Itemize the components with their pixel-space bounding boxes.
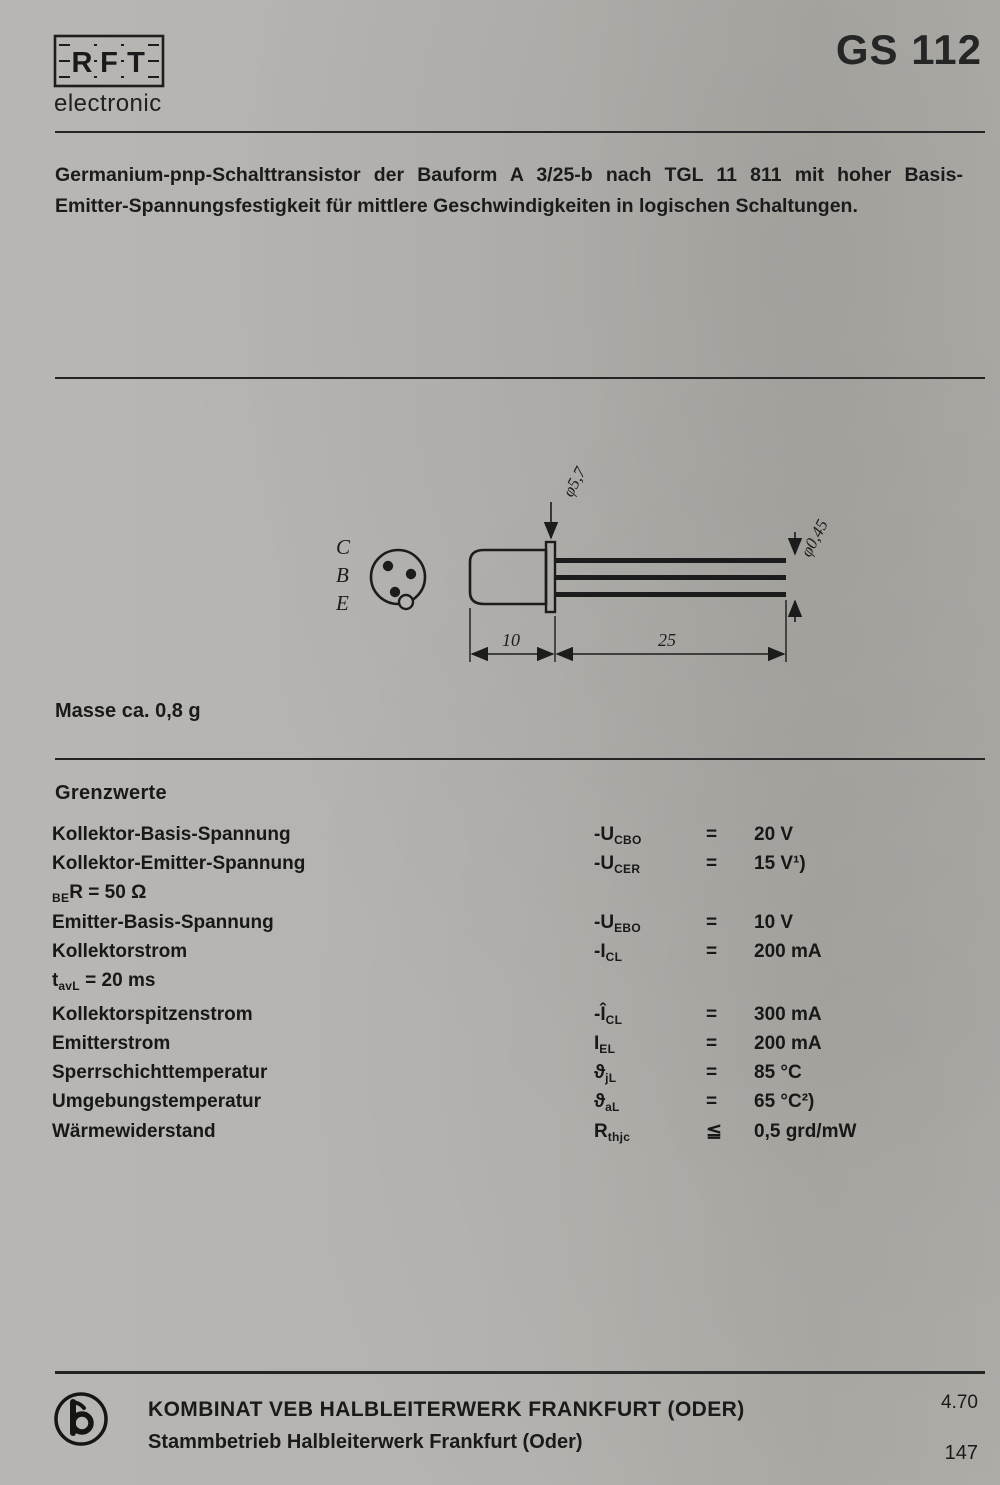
dim-body-label: 10 bbox=[502, 630, 520, 650]
symbol-main: -U bbox=[594, 824, 615, 845]
symbol-subscript: jL bbox=[605, 1071, 617, 1085]
note-text: = 20 ms bbox=[79, 970, 156, 991]
footer-page-number: 147 bbox=[944, 1442, 978, 1464]
symbol-main: -U bbox=[594, 912, 615, 933]
dim-flange-label: φ5,7 bbox=[558, 463, 590, 500]
limit-row-ucer bbox=[52, 853, 944, 882]
pin-dot-b bbox=[406, 569, 416, 579]
limit-label: Kollektor-Basis-Spannung bbox=[52, 824, 291, 845]
limit-row-icl-peak bbox=[52, 1004, 944, 1033]
limit-note-tavl bbox=[52, 970, 944, 994]
note-main: t bbox=[52, 970, 59, 991]
relation-sign: = bbox=[706, 912, 718, 933]
symbol-subscript: EL bbox=[599, 1042, 616, 1056]
symbol-main: R bbox=[594, 1121, 608, 1142]
limit-value: 300 mA bbox=[754, 1004, 822, 1025]
symbol-subscript: CL bbox=[605, 950, 623, 964]
limit-note-ber bbox=[52, 882, 944, 906]
limit-symbol bbox=[594, 1062, 706, 1084]
pin-label-e: E bbox=[336, 591, 349, 615]
lead-middle bbox=[555, 575, 786, 580]
description-line1: Germanium-pnp-Schalttransistor der Bauform A 3/25-b nach TGL 11 811 mit hoher Basis- bbox=[55, 164, 963, 186]
limit-row-icl bbox=[52, 941, 944, 970]
rft-letter-t: T bbox=[127, 47, 145, 79]
limit-label: Kollektorstrom bbox=[52, 941, 188, 962]
limit-row-uebo bbox=[52, 912, 944, 941]
symbol-subscript: aL bbox=[605, 1100, 620, 1114]
lead-top bbox=[555, 558, 786, 563]
limit-row-rth bbox=[52, 1120, 944, 1149]
symbol-main: -Î bbox=[594, 1004, 606, 1025]
package-drawing bbox=[298, 462, 858, 692]
limit-row-ta bbox=[52, 1091, 944, 1120]
limit-label: Wärmewiderstand bbox=[52, 1121, 216, 1142]
hfo-logo bbox=[52, 1390, 110, 1448]
limit-value: 65 °C²) bbox=[754, 1091, 815, 1112]
limit-label: Kollektor-Emitter-Spannung bbox=[52, 853, 306, 874]
limit-value: 15 V¹) bbox=[754, 853, 806, 874]
rft-letter-r: R bbox=[71, 47, 93, 79]
symbol-subscript: CER bbox=[614, 862, 641, 876]
limit-value: 200 mA bbox=[754, 941, 822, 962]
limit-row-ucbo bbox=[52, 824, 944, 853]
rule-above-limits bbox=[55, 758, 985, 760]
limit-value: 10 V bbox=[754, 912, 794, 933]
transistor-flange bbox=[546, 542, 555, 612]
limit-symbol bbox=[594, 1091, 706, 1113]
limit-value: 20 V bbox=[754, 824, 794, 845]
pin-label-b: B bbox=[336, 563, 349, 587]
symbol-main: -U bbox=[594, 853, 615, 874]
limit-row-iel bbox=[52, 1033, 944, 1062]
note-subscript: avL bbox=[58, 979, 80, 993]
part-number: GS 112 bbox=[835, 26, 982, 73]
rft-letter-f: F bbox=[100, 47, 118, 79]
limit-value: 200 mA bbox=[754, 1033, 822, 1054]
symbol-main: ϑ bbox=[594, 1062, 606, 1083]
relation-sign: = bbox=[706, 1091, 718, 1112]
limit-label: Emitter-Basis-Spannung bbox=[52, 912, 274, 933]
dim-lead-label: φ0,45 bbox=[796, 516, 832, 560]
footer-date: 4.70 bbox=[941, 1392, 978, 1413]
relation-sign: = bbox=[706, 1033, 718, 1054]
limits-table bbox=[52, 824, 944, 1149]
limits-title: Grenzwerte bbox=[55, 782, 167, 804]
rule-header bbox=[55, 131, 985, 133]
description bbox=[55, 160, 963, 222]
rft-logo bbox=[53, 34, 165, 88]
lead-bottom bbox=[555, 592, 786, 597]
relation-sign: = bbox=[706, 1004, 718, 1025]
limit-symbol bbox=[594, 1004, 706, 1026]
relation-sign: = bbox=[706, 1062, 718, 1083]
limit-symbol bbox=[594, 912, 706, 934]
limit-label: Sperrschichttemperatur bbox=[52, 1062, 268, 1083]
rule-above-drawing bbox=[55, 377, 985, 379]
pin-dot-c bbox=[383, 561, 393, 571]
limit-label: Kollektorspitzenstrom bbox=[52, 1004, 253, 1025]
symbol-main: ϑ bbox=[594, 1091, 606, 1112]
note-subscript: BE bbox=[52, 891, 70, 905]
symbol-main: I bbox=[594, 1033, 600, 1054]
symbol-subscript: CL bbox=[605, 1013, 623, 1027]
limit-value: 85 °C bbox=[754, 1062, 802, 1083]
description-line2: Emitter-Spannungsfestigkeit für mittlere Geschwindigkeiten in logischen Schaltungen. bbox=[55, 195, 858, 217]
symbol-subscript: thjc bbox=[607, 1130, 631, 1144]
limit-value: 0,5 grd/mW bbox=[754, 1121, 857, 1142]
relation-sign: = bbox=[706, 824, 718, 845]
mass-text: Masse ca. 0,8 g bbox=[55, 700, 201, 722]
limit-label: Umgebungstemperatur bbox=[52, 1091, 262, 1112]
rule-above-footer bbox=[55, 1371, 985, 1374]
note-text: R = 50 Ω bbox=[69, 882, 147, 903]
relation-sign: = bbox=[706, 853, 718, 874]
relation-sign: ≦ bbox=[706, 1121, 722, 1142]
dim-leads-label: 25 bbox=[658, 630, 676, 650]
limit-symbol bbox=[594, 1121, 706, 1143]
brand-subtitle: electronic bbox=[54, 90, 162, 117]
limit-symbol bbox=[594, 853, 706, 875]
limit-label: Emitterstrom bbox=[52, 1033, 171, 1054]
symbol-main: -I bbox=[594, 941, 606, 962]
limit-symbol bbox=[594, 941, 706, 963]
transistor-body bbox=[470, 550, 546, 604]
footer-company-line1: KOMBINAT VEB HALBLEITERWERK FRANKFURT (ODER) bbox=[148, 1398, 745, 1421]
limit-symbol bbox=[594, 1033, 706, 1055]
footer-company-line2: Stammbetrieb Halbleiterwerk Frankfurt (Oder) bbox=[148, 1431, 583, 1453]
pin-label-c: C bbox=[336, 535, 351, 559]
pin-dot-e bbox=[390, 587, 400, 597]
limit-row-tj bbox=[52, 1062, 944, 1091]
pin-notch bbox=[399, 595, 413, 609]
limit-symbol bbox=[594, 824, 706, 846]
symbol-subscript: EBO bbox=[614, 921, 641, 935]
relation-sign: = bbox=[706, 941, 718, 962]
symbol-subscript: CBO bbox=[614, 833, 642, 847]
